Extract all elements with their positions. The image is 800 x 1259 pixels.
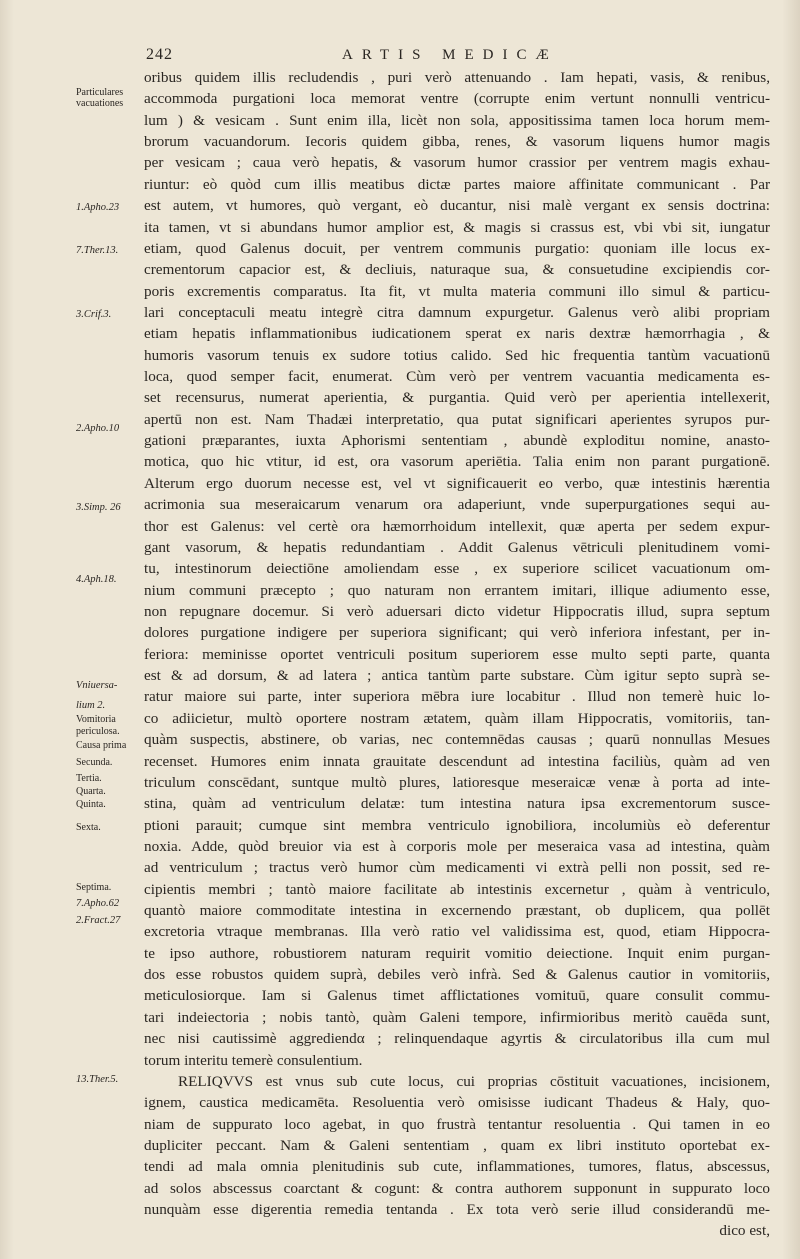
text-line: ad solos abscessus coarctant & cogunt: & contra authorem supponunt in suppurato loco [144,1179,770,1197]
text-line: excretoria vtraque membranas. Illa verò ratio vel validissima est, quod, etiam Hippocra- [144,923,770,941]
text-line: loca, quod semper facit, enumerat. Cùm verò per ventrem vacuantia medicamenta es- [144,368,770,386]
text-line: motica, quo hic vtitur, id est, ora vasorum aperiētia. Talia enim non parant purgationē. [144,453,770,471]
text-line: tendi ad mala omnia plenitudinis sub cute, inflammationes, tumores, flatus, abscessus, [144,1158,770,1176]
text-line: niam de suppurato loco agebat, in quo frustrà tentantur resoluentia . Qui tamen in eo [144,1115,770,1133]
margin-note: Sexta. [76,822,101,833]
text-line: ad ventriculum ; tractus verò humor cùm medicamenti vi extrà pelli non possit, sed re- [144,859,770,877]
text-line: lum ) & vesicam . Sunt enim illa, licèt non sola, appositissima tamen loca horum mem- [144,111,770,129]
text-line: non repugnare docemur. Si verò aduersari dicto videtur Hippocratis illud, supra septum [144,602,770,620]
margin-note: 3.Crif.3. [76,309,112,320]
gutter-shadow [0,0,14,1259]
margin-note: 3.Simp. 26 [76,502,121,513]
text-line: oribus quidem illis recludendis , puri verò attenuando . Iam hepati, vasis, & renibus, [144,69,770,86]
margin-note: lium 2. [76,700,106,711]
text-line: torum interitu temerè consulentium. [144,1051,363,1069]
margin-note: 2.Fract.27 [76,915,121,926]
text-line: ptioni parauit; cumque sint membra ventriculo ignobiliora, incolumiùs eò deferentur [144,816,770,834]
main-text [144,67,770,1242]
text-line: apertū non est. Nam Thadæi interpretatio, qua putat significari aperientes syrupos pur- [144,410,770,428]
margin-note: Septima. [76,882,112,893]
page-edge-shadow [782,0,800,1259]
text-line: etiam hepatis inflammationibus iudicationem sperat ex naris dextræ hæmorrhagia , & [144,325,770,343]
text-line: dolores purgatione indigere per superiora significant; qui verò inferiora infestant, per in- [144,624,770,642]
margin-note: Secunda. [76,757,113,768]
text-line: accommoda purgationi loca memorat ventre (corrupte enim vertunt nonnulli ventricu- [144,90,770,108]
page-number: 242 [146,46,173,63]
margin-note: Vomitoria [76,714,116,725]
text-line: est & ad dorsum, & ad latera ; antica tantùm parte substare. Cùm igitur septo suprà se- [144,667,770,685]
text-line: dico est, [719,1222,770,1240]
text-line: quàm suspectis, abstinere, ob varias, nec contemnēdas causas ; quarū nonnullas Mesues [144,731,770,749]
margin-note: Quinta. [76,799,106,810]
text-line: te ipso authore, robustiorem naturam requirit vomitio deiectione. Inquit enim purgan- [144,944,770,962]
text-line: thor est Galenus: vel certè ora hæmorrhoidum intellexit, quæ aperta per sedem expur- [144,517,770,535]
text-line: co adiicietur, multò oportere nostram ætatem, quàm illam Hippocratis, vomitoriis, tan- [144,709,770,727]
header-title: ARTIS MEDICÆ [342,47,558,63]
text-line: set recensurus, numerat aperientia, & purgantia. Quid verò per aperientia intellexerit, [144,389,770,407]
margin-note: 7.Apho.62 [76,898,120,909]
text-line: etiam, quod Galenus docuit, per ventrem communis purgatio: quoniam ille locus ex- [144,239,770,257]
text-line: ita tamen, vt si abundans humor amplior est, & magis si crassus est, vbi vbi sit, iungatur [144,218,770,236]
margin-note: Particulares [76,87,124,98]
text-line: ignem, caustica medicamēta. Resoluentia verò omisisse iudicant Thadeus & Haly, quo- [144,1094,770,1112]
margin-note: periculosa. [76,726,120,737]
text-line: nunquàm esse digerentia remedia tentanda . Ex tota verò serie illud considerandū me- [144,1201,770,1219]
text-line: acrimonia sua meseraicarum venarum ora adaperiunt, vnde superpurgationes sequi au- [144,496,770,514]
margin-note: vacuationes [76,98,124,109]
margin-note: Quarta. [76,786,106,797]
text-line: Alterum ergo duorum necesse est, vel vt significauerit eo verbo, quæ intestinis hærentia [144,474,770,492]
text-line: est autem, vt humores, quò vergant, eò ducantur, nisi malè vergant ex sensis doctrina: [144,197,770,215]
text-line: recenset. Humores enim innata grauitate descendunt ad intestina faciliùs, quàm ad ven [144,752,770,770]
text-line: RELIQVVS est vnus sub cute locus, cui proprias cōstituit vacuationes, incisionem, [178,1072,770,1090]
margin-note: 2.Apho.10 [76,423,120,434]
text-line: nium communi præcepto ; quo naturam non errantem imitari, illique adiumento esse, [144,581,770,599]
margin-note: Causa prima [76,740,127,751]
text-line: poris excrementis comparatus. Ita fit, vt multa materia communi illo simul & particu- [144,282,770,300]
text-line: triculum conscēdant, suntque multò plures, latioresque meseraicæ venæ à porta ad inte- [144,773,770,791]
text-line: cipientis membri ; tantò maiore facilitate ab intestinis excernetur , quàm à ventriculo, [144,880,770,898]
text-line: humoris vasorum tenuis ex sudore totius calido. Sed hic frequentia tantùm vacuationū [144,346,770,364]
text-line: stina, quàm ad ventriculum delatæ: tum intestina natura ipsa excrementorum susce- [144,795,770,813]
text-line: per vesicam ; caua verò hepatis, & vasorum humor crassior per ventrem magis exhau- [144,154,770,172]
text-line: meticulosiorque. Iam si Galenus timet afflictationes vomituū, quare consulit commu- [144,987,770,1005]
margin-note: 1.Apho.23 [76,202,120,213]
margin-note: 13.Ther.5. [76,1074,119,1085]
text-line: tari indeiectoria ; nobis tantò, quàm Galeni tempore, infirmioribus meritò cauēda sunt, [144,1008,770,1026]
text-line: brorum vacuandorum. Iecoris quidem gibba, renes, & vasorum liquens humor magis [144,133,770,151]
margin-note: Vniuersa- [76,680,118,691]
margin-note: 7.Ther.13. [76,245,119,256]
margin-note: Tertia. [76,773,102,784]
text-line: tu, intestinorum deiectiōne amoliendam esse , ex superiore scilicet vacuationum om- [144,560,770,578]
text-line: lari conceptaculi meatu integrè citra damnum expurgetur. Galenus verò alibi propriam [144,303,770,321]
text-line: nec nisi cautissimè aggrediendα ; relinquendaque agyrtis & circulatoribus illa cum mul [144,1030,770,1048]
text-line: gant vasorum, & hepatis redundantiam . Addit Galenus vētriculi plenitudinem vomi- [144,538,770,556]
text-line: feriora: meminisse oportet ventriculi positum superiorem esse multo septi parte, quanta [144,645,770,663]
text-line: noxia. Adde, quòd breuior via est à corporis mole per meseraica vasa ad intestina, quàm [144,837,770,855]
text-line: gationi præparantes, iuxta Aphorismi sententiam , abundè explodituı nomine, anasto- [144,432,770,450]
margin-note: 4.Aph.18. [76,574,117,585]
text-line: dos esse robustos quidem suprà, debiles verò infrà. Sed & Galenus cautior in vomitoriis, [144,966,770,984]
text-line: quantò maiore commoditate intestina in excernendo præstant, ob duplicem, qua pollēt [144,902,770,920]
text-line: crementorum capacior est, & decliuis, naturaque sua, & consuetudine excipiendis cor- [144,261,770,279]
text-line: dupliciter peccant. Nam & Galeni sententiam , quam ex libri instituto oportebat ex- [144,1136,770,1154]
text-line: ratur maiore sui parte, inter superiora mēbra iure locabitur . Illud non temerè huic lo- [144,688,770,706]
text-line: riuntur: eò quòd cum illis meatibus dictæ partes maiore affinitate communicant . Par [144,175,770,193]
